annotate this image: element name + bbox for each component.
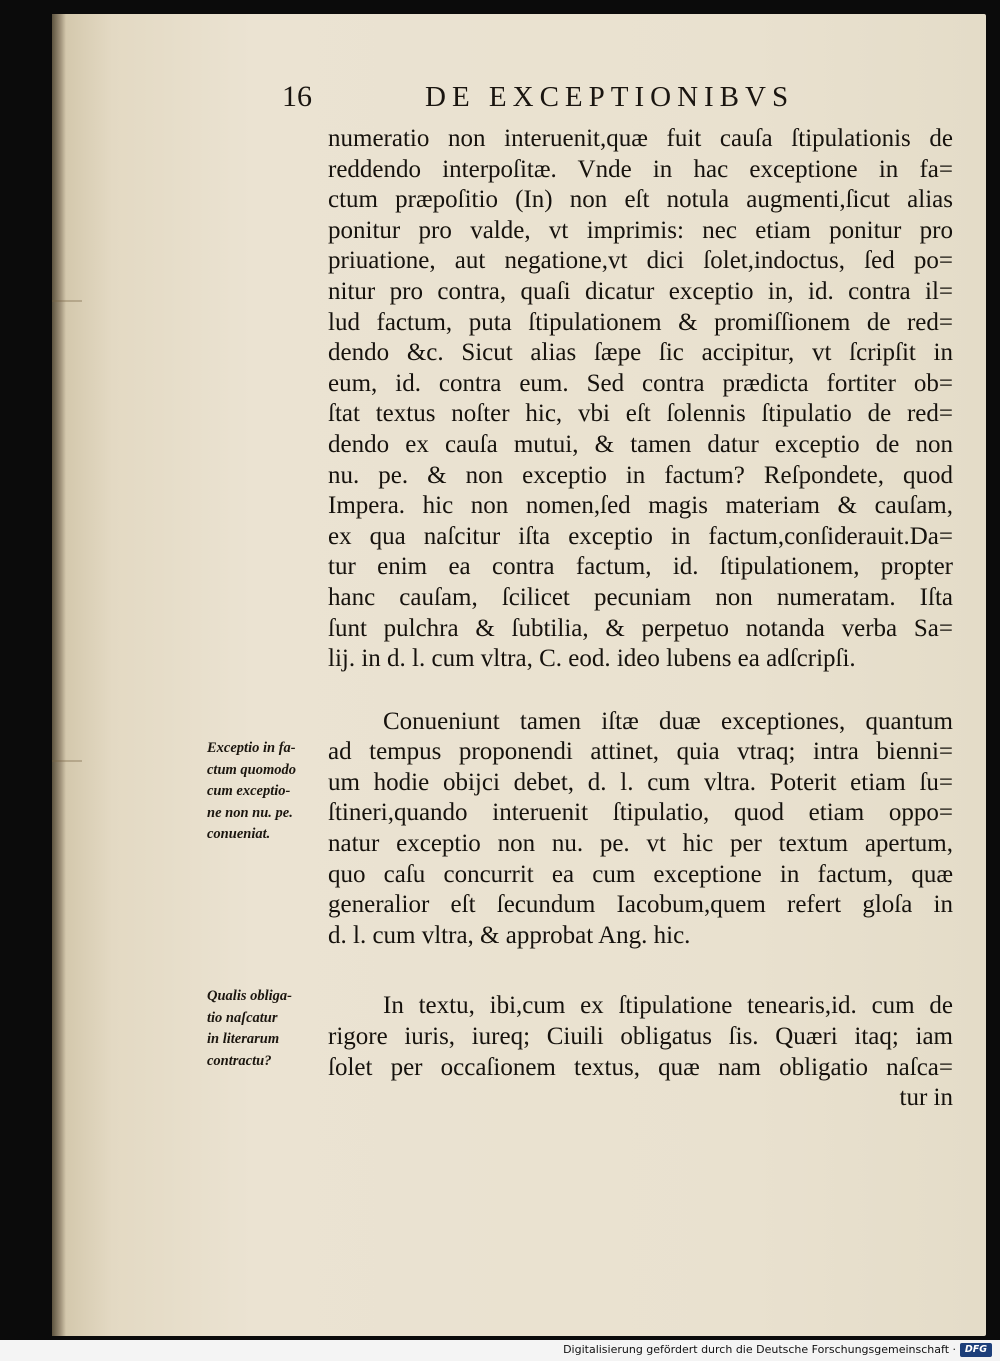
paragraph-1 (328, 124, 953, 675)
text-line: eum, id. contra eum. Sed contra prædicta fortiter ob= (328, 369, 953, 397)
margin-note-2 (207, 986, 332, 1072)
text-line: generalior eſt ſecundum Iacobum,quem refert gloſa in (328, 891, 953, 919)
text-line: quo caſu concurrit ea cum exceptione in factum, quæ (328, 860, 953, 888)
text-line: Conueniunt tamen iſtæ duæ exceptiones, quantum (383, 707, 953, 735)
margin-note-line: contractu? (207, 1052, 272, 1069)
text-line: ſolet per occaſionem textus, quæ nam obligatio naſca= (328, 1053, 953, 1081)
paragraph-2 (328, 707, 953, 952)
text-line: Impera. hic non nomen,ſed magis materiam & cauſam, (328, 492, 953, 520)
main-text (328, 124, 953, 1114)
page-crease (52, 300, 82, 302)
text-line: dendo ex cauſa mutui, & tamen datur exceptio de non (328, 430, 953, 458)
text-line: dendo &c. Sicut alias ſæpe ſic accipitur, vt ſcripſit in (328, 339, 953, 367)
margin-note-1 (207, 738, 332, 846)
margin-note-line: ctum quomodo (207, 761, 297, 778)
text-line: tur enim ea contra factum, id. ſtipulationem, propter (328, 553, 953, 581)
text-line: lij. in d. l. cum vltra, C. eod. ideo lubens ea adſcripſi. (328, 645, 856, 673)
paragraph-gap (328, 951, 953, 991)
text-line: ex qua naſcitur iſta exceptio in factum,conſiderauit.Da= (328, 522, 953, 550)
text-line: numeratio non interuenit,quæ fuit cauſa ſtipulationis de (328, 125, 953, 152)
text-line: um hodie obijci debet, d. l. cum vltra. Poterit etiam ſu= (328, 768, 953, 796)
page-number: 16 (282, 80, 312, 113)
text-line: ctum præpoſitio (In) non eſt notula augmenti,ſicut alias (328, 186, 953, 214)
margin-note-line: Qualis obliga- (207, 988, 292, 1004)
margin-note-line: cum exceptio- (207, 783, 291, 799)
margin-note-line: ne non nu. pe. (207, 804, 293, 821)
page-gutter (52, 14, 66, 1336)
page-crease (52, 760, 82, 762)
footer-credit: Digitalisierung gefördert durch die Deutsche Forschungsgemeinschaft · (563, 1343, 956, 1356)
text-line: d. l. cum vltra, & approbat Ang. hic. (328, 921, 691, 949)
margin-note-line: tio naſcatur (207, 1009, 278, 1026)
text-line: rigore iuris, iureq; Ciuili obligatus ſis. Quæri itaq; iam (328, 1023, 953, 1051)
running-head (282, 80, 962, 120)
text-line: natur exceptio non nu. pe. vt hic per textum apertum, (328, 830, 953, 858)
digitization-footer (0, 1340, 1000, 1361)
text-line: lud factum, puta ſtipulationem & promiſſionem de red= (328, 308, 953, 336)
text-line: hanc cauſam, ſcilicet pecuniam non numeratam. Iſta (328, 583, 953, 611)
dfg-logo-icon: DFG (960, 1343, 992, 1357)
text-line: ad tempus proponendi attinet, quia vtraq; intra bienni= (328, 738, 953, 766)
paragraph-gap (328, 675, 953, 707)
margin-note-line: Exceptio in fa- (207, 740, 296, 756)
catchword: tur in (899, 1084, 953, 1112)
paragraph-3 (328, 991, 953, 1113)
text-line: nitur pro contra, quaſi dicatur exceptio in, id. contra il= (328, 277, 953, 305)
text-line: ſtat textus noſter hic, vbi eſt ſolennis ſtipulatio de red= (328, 400, 953, 428)
margin-note-line: in literarum (207, 1031, 280, 1047)
text-line: ponitur pro valde, vt imprimis: nec etiam ponitur pro (328, 216, 953, 244)
text-line: nu. pe. & non exceptio in factum? Reſpondete, quod (328, 461, 953, 489)
text-line: ſtineri,quando interuenit ſtipulatio, quod etiam oppo= (328, 799, 953, 827)
margin-note-line: conueniat. (207, 826, 271, 842)
text-line: priuatione, aut negatione,vt dici ſolet,indoctus, ſed po= (328, 247, 953, 275)
text-line: reddendo interpoſitæ. Vnde in hac exceptione in fa= (328, 155, 953, 183)
text-line: In textu, ibi,cum ex ſtipulatione tenearis,id. cum de (383, 992, 953, 1020)
running-head-title: DE EXCEPTIONIBVS (425, 81, 795, 113)
text-line: ſunt pulchra & ſubtilia, & perpetuo notanda verba Sa= (328, 614, 953, 642)
